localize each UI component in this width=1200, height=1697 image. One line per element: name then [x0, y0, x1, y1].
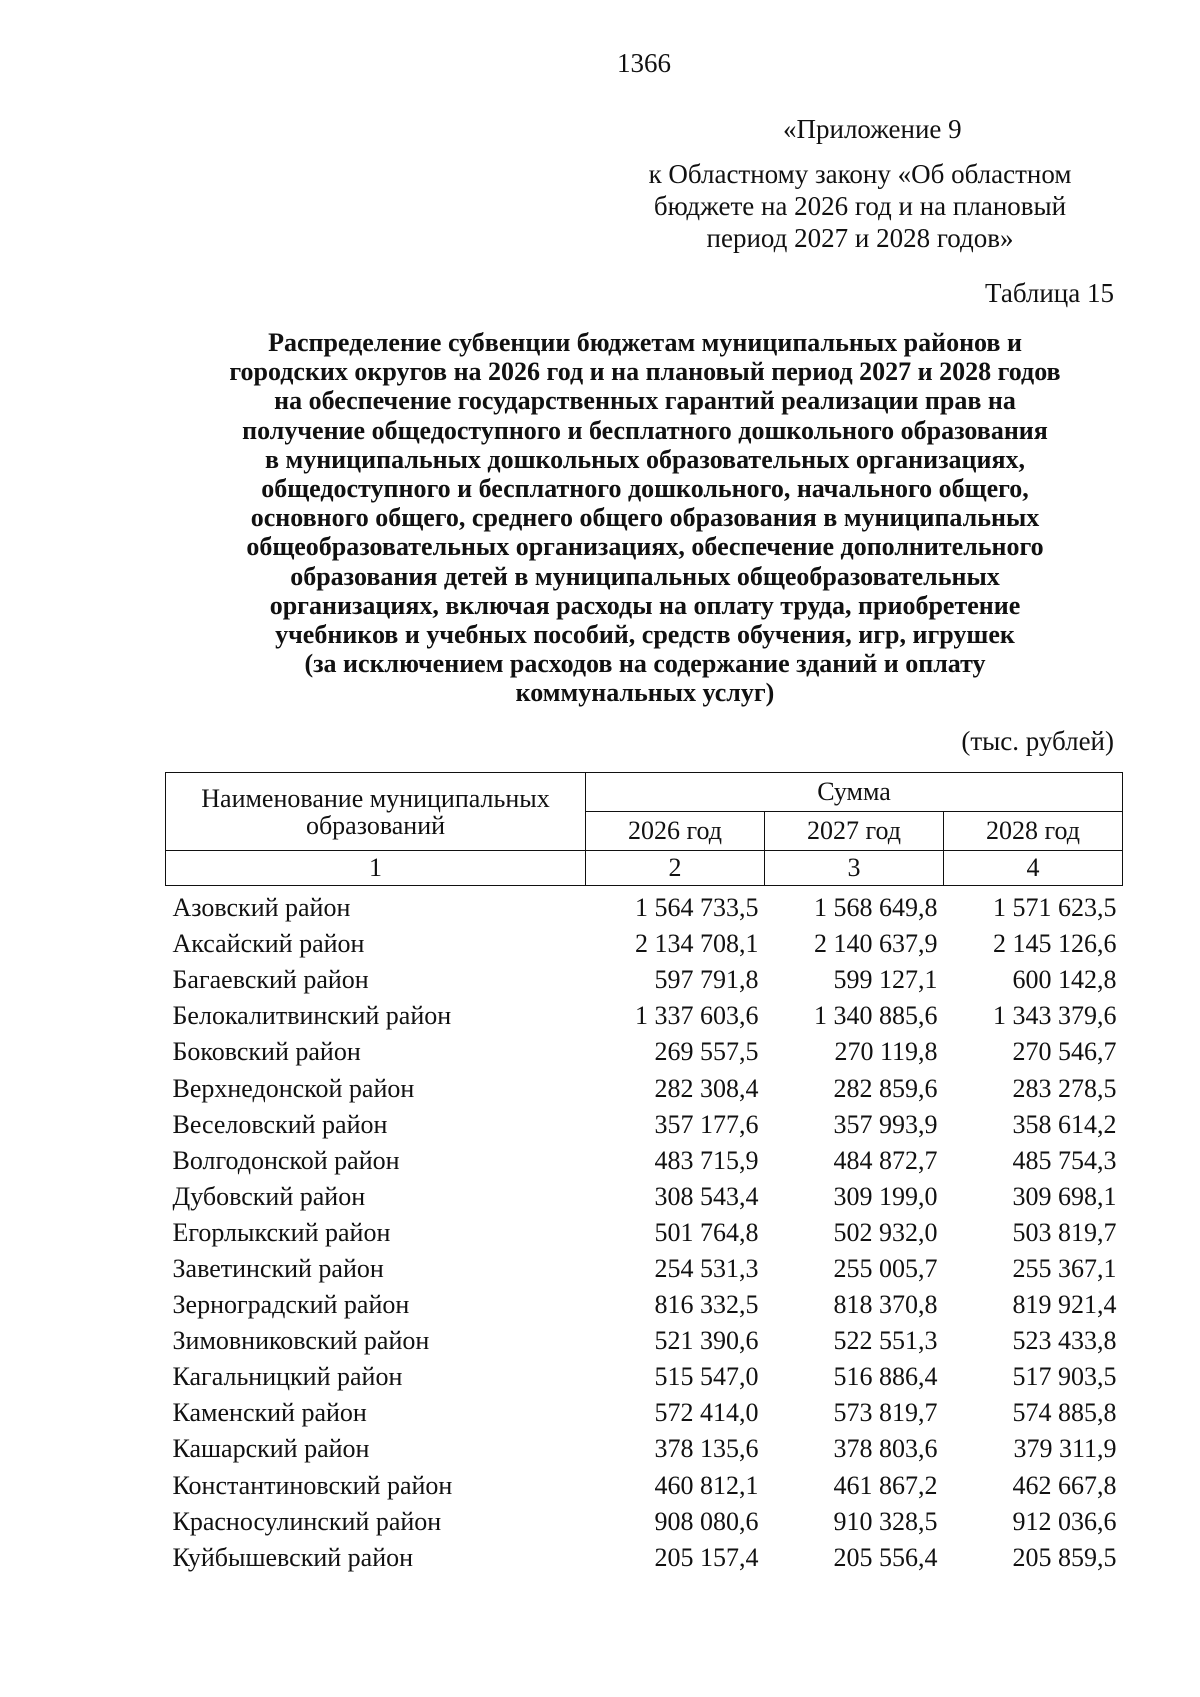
law-reference-line: к Областному закону «Об областном — [648, 159, 1072, 189]
title-line: (за исключением расходов на содержание зданий и оплату — [304, 649, 986, 679]
value-2028: 2 145 126,6 — [993, 929, 1117, 959]
value-2027: 255 005,7 — [833, 1253, 938, 1283]
value-2026: 521 390,6 — [654, 1326, 759, 1356]
table-row — [166, 1107, 1123, 1143]
law-reference-line: бюджете на 2026 год и на плановый — [653, 191, 1067, 221]
value-2026: 483 715,9 — [654, 1145, 759, 1175]
value-2027: 309 199,0 — [833, 1181, 938, 1211]
table-row — [166, 1468, 1123, 1504]
municipality-name: Дубовский район — [172, 1181, 366, 1211]
appendix-label: «Приложение 9 — [783, 114, 962, 144]
value-2026: 308 543,4 — [654, 1181, 759, 1211]
value-2028: 574 885,8 — [1012, 1398, 1117, 1428]
municipality-name: Куйбышевский район — [172, 1542, 414, 1572]
title-line: получение общедоступного и бесплатного дошкольного образования — [242, 415, 1048, 445]
value-2026: 378 135,6 — [654, 1434, 759, 1464]
value-2027: 910 328,5 — [833, 1506, 938, 1536]
value-2026: 357 177,6 — [654, 1109, 759, 1139]
value-2028: 912 036,6 — [1012, 1506, 1117, 1536]
value-2028: 523 433,8 — [1012, 1326, 1117, 1356]
column-header-year: 2026 год — [586, 812, 765, 851]
value-2027: 461 867,2 — [833, 1470, 938, 1500]
document-title — [150, 328, 1140, 708]
value-2027: 270 119,8 — [834, 1037, 938, 1067]
value-2028: 485 754,3 — [1012, 1145, 1117, 1175]
title-line: основного общего, среднего общего образования в муниципальных — [250, 503, 1040, 533]
value-2026: 1 337 603,6 — [635, 1001, 759, 1031]
value-2026: 501 764,8 — [654, 1217, 759, 1247]
municipality-name: Веселовский район — [172, 1109, 388, 1139]
value-2027: 502 932,0 — [833, 1217, 938, 1247]
title-line: на обеспечение государственных гарантий реализации прав на — [274, 386, 1016, 416]
municipality-name: Константиновский район — [172, 1470, 453, 1500]
column-header-year: 2028 год — [944, 812, 1123, 851]
table-row — [166, 1323, 1123, 1359]
value-2027: 1 340 885,6 — [814, 1001, 938, 1031]
title-line: образования детей в муниципальных общеобразовательных — [290, 561, 1000, 591]
municipality-name: Егорлыкский район — [172, 1217, 391, 1247]
table-row — [166, 1215, 1123, 1251]
column-header-year: 2027 год — [765, 812, 944, 851]
municipality-name: Кашарский район — [172, 1434, 370, 1464]
value-2026: 515 547,0 — [654, 1362, 759, 1392]
value-2027: 357 993,9 — [833, 1109, 938, 1139]
value-2028: 309 698,1 — [1012, 1181, 1117, 1211]
column-header-name: Наименование муниципальных образований — [166, 773, 586, 851]
units-label: (тыс. рублей) — [961, 726, 1114, 756]
column-header-sum: Сумма — [586, 773, 1123, 812]
title-line: коммунальных услуг) — [515, 678, 775, 708]
title-line: городских округов на 2026 год и на плановый период 2027 и 2028 годов — [229, 357, 1061, 387]
value-2026: 597 791,8 — [654, 965, 759, 995]
title-line: в муниципальных дошкольных образовательных организациях, — [264, 444, 1026, 474]
municipality-name: Аксайский район — [172, 929, 365, 959]
table-row — [166, 1359, 1123, 1395]
value-2026: 282 308,4 — [654, 1073, 759, 1103]
title-line: общеобразовательных организациях, обеспечение дополнительного — [246, 532, 1044, 562]
page-number: 1366 — [617, 48, 671, 78]
table-header — [166, 773, 1123, 891]
table-body — [166, 890, 1123, 1576]
municipality-name: Каменский район — [172, 1398, 367, 1428]
title-line: учебников и учебных пособий, средств обучения, игр, игрушек — [275, 620, 1015, 650]
value-2027: 516 886,4 — [833, 1362, 938, 1392]
table-row — [166, 1034, 1123, 1070]
value-2027: 378 803,6 — [833, 1434, 938, 1464]
municipality-name: Багаевский район — [172, 965, 369, 995]
value-2028: 283 278,5 — [1012, 1073, 1117, 1103]
municipality-name: Красносулинский район — [172, 1506, 442, 1536]
table-row — [166, 998, 1123, 1034]
value-2028: 205 859,5 — [1012, 1542, 1117, 1572]
value-2027: 599 127,1 — [833, 965, 938, 995]
table-row — [166, 890, 1123, 926]
municipality-name: Зимовниковский район — [172, 1326, 430, 1356]
value-2026: 269 557,5 — [654, 1037, 759, 1067]
value-2028: 358 614,2 — [1012, 1109, 1117, 1139]
value-2026: 1 564 733,5 — [635, 893, 759, 923]
value-2028: 819 921,4 — [1012, 1290, 1117, 1320]
value-2027: 484 872,7 — [833, 1145, 938, 1175]
table-row — [166, 1251, 1123, 1287]
value-2026: 205 157,4 — [654, 1542, 759, 1572]
value-2027: 522 551,3 — [833, 1326, 938, 1356]
table-row — [166, 1287, 1123, 1323]
value-2026: 254 531,3 — [654, 1253, 759, 1283]
value-2026: 816 332,5 — [654, 1290, 759, 1320]
value-2027: 818 370,8 — [833, 1290, 938, 1320]
value-2028: 270 546,7 — [1012, 1037, 1117, 1067]
subvention-table — [165, 772, 1123, 1576]
column-number: 4 — [944, 851, 1123, 886]
value-2028: 1 343 379,6 — [993, 1001, 1117, 1031]
title-line: Распределение субвенции бюджетам муниципальных районов и — [268, 328, 1022, 357]
table-row — [166, 1070, 1123, 1106]
value-2026: 460 812,1 — [654, 1470, 759, 1500]
column-number: 3 — [765, 851, 944, 886]
table-row — [166, 1179, 1123, 1215]
value-2027: 1 568 649,8 — [814, 893, 938, 923]
table-row — [166, 1143, 1123, 1179]
value-2028: 379 311,9 — [1013, 1434, 1117, 1464]
table-row — [166, 1395, 1123, 1431]
municipality-name: Волгодонской район — [172, 1145, 400, 1175]
table-row — [166, 1540, 1123, 1576]
title-line: общедоступного и бесплатного дошкольного, начального общего, — [261, 474, 1029, 504]
table-number: Таблица 15 — [985, 278, 1114, 308]
value-2027: 282 859,6 — [833, 1073, 938, 1103]
municipality-name: Белокалитвинский район — [172, 1001, 452, 1031]
municipality-name: Азовский район — [172, 893, 351, 923]
value-2028: 462 667,8 — [1012, 1470, 1117, 1500]
title-line: организациях, включая расходы на оплату труда, приобретение — [269, 590, 1021, 620]
table-row — [166, 1504, 1123, 1540]
law-reference — [600, 158, 1120, 254]
table-row — [166, 962, 1123, 998]
municipality-name: Боковский район — [172, 1037, 361, 1067]
value-2026: 572 414,0 — [654, 1398, 759, 1428]
value-2028: 517 903,5 — [1012, 1362, 1117, 1392]
column-number: 2 — [586, 851, 765, 886]
municipality-name: Кагальницкий район — [172, 1362, 403, 1392]
column-number: 1 — [166, 851, 586, 886]
value-2028: 600 142,8 — [1012, 965, 1117, 995]
municipality-name: Верхнедонской район — [172, 1073, 415, 1103]
municipality-name: Заветинский район — [172, 1253, 384, 1283]
value-2026: 908 080,6 — [654, 1506, 759, 1536]
value-2026: 2 134 708,1 — [635, 929, 759, 959]
value-2027: 2 140 637,9 — [814, 929, 938, 959]
table-row — [166, 1431, 1123, 1467]
value-2028: 503 819,7 — [1012, 1217, 1117, 1247]
value-2027: 205 556,4 — [833, 1542, 938, 1572]
value-2028: 1 571 623,5 — [993, 893, 1117, 923]
municipality-name: Зерноградский район — [172, 1290, 410, 1320]
value-2027: 573 819,7 — [833, 1398, 938, 1428]
law-reference-line: период 2027 и 2028 годов» — [706, 223, 1014, 253]
table-row — [166, 926, 1123, 962]
value-2028: 255 367,1 — [1012, 1253, 1117, 1283]
